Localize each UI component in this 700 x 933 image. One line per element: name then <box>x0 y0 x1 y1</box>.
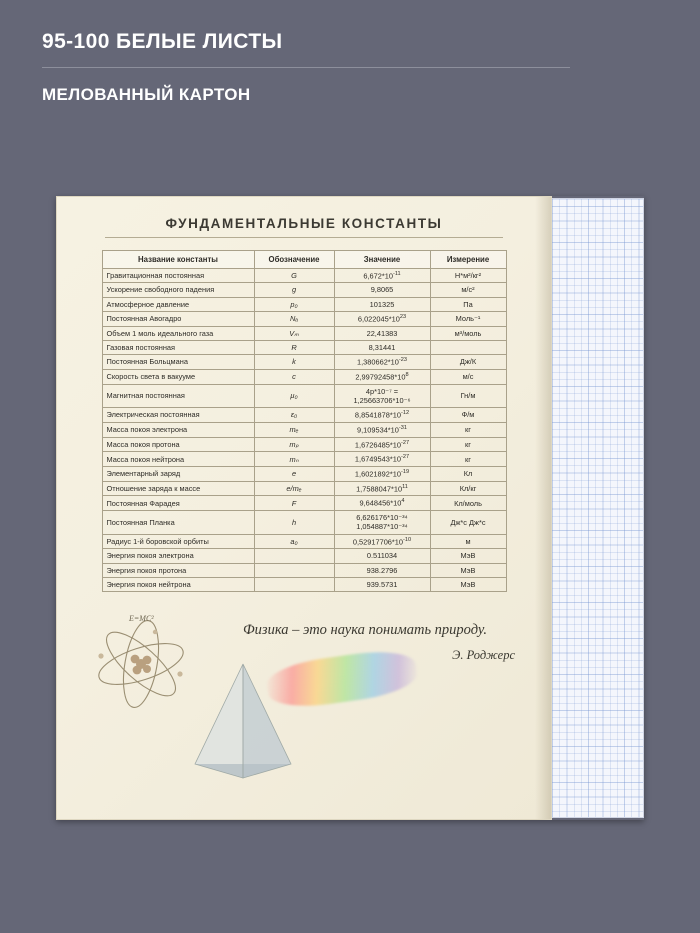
cell-unit: Дж*с Дж*с <box>430 511 506 535</box>
cell-constant-name: Постоянная Фарадея <box>102 496 254 511</box>
cell-constant-name: Газовая постоянная <box>102 340 254 354</box>
cell-constant-name: Масса покоя протона <box>102 437 254 452</box>
cell-value: 938.2796 <box>334 563 430 577</box>
cell-unit: м/с² <box>430 283 506 297</box>
notebook-product-image <box>56 196 644 820</box>
table-row <box>102 452 506 467</box>
cell-symbol: e/mₑ <box>254 481 334 496</box>
cell-symbol: mₑ <box>254 422 334 437</box>
cell-unit: МэВ <box>430 549 506 563</box>
cell-constant-name: Атмосферное давление <box>102 297 254 311</box>
cell-value: 8,31441 <box>334 340 430 354</box>
cell-symbol <box>254 563 334 577</box>
cell-unit: МэВ <box>430 563 506 577</box>
cell-value: 22,41383 <box>334 326 430 340</box>
cell-unit: Н*м²/кг² <box>430 268 506 283</box>
cell-symbol <box>254 549 334 563</box>
table-row <box>102 384 506 408</box>
column-header-unit: Измерение <box>430 251 506 269</box>
cell-value: $6,672*10^{-11}$ <box>334 268 430 283</box>
cell-symbol: Vₘ <box>254 326 334 340</box>
cell-symbol: k <box>254 355 334 370</box>
cell-constant-name: Магнитная постоянная <box>102 384 254 408</box>
cell-unit: Кл/моль <box>430 496 506 511</box>
table-row <box>102 408 506 423</box>
cell-value: $1,6726485*10^{-27}$ <box>334 437 430 452</box>
cell-value: $9,109534*10^{-31}$ <box>334 422 430 437</box>
cell-constant-name: Радиус 1-й боровской орбиты <box>102 534 254 549</box>
cell-unit: кг <box>430 422 506 437</box>
cell-unit: м³/моль <box>430 326 506 340</box>
cell-unit: Ф/м <box>430 408 506 423</box>
cell-symbol: μ₀ <box>254 384 334 408</box>
table-row <box>102 549 506 563</box>
table-row <box>102 511 506 535</box>
cell-constant-name: Постоянная Планка <box>102 511 254 535</box>
promo-headline-primary: 95-100 БЕЛЫЕ ЛИСТЫ <box>42 30 283 53</box>
cell-symbol: p₀ <box>254 297 334 311</box>
cell-constant-name: Масса покоя нейтрона <box>102 452 254 467</box>
cell-constant-name: Электрическая постоянная <box>102 408 254 423</box>
table-row <box>102 311 506 326</box>
table-row <box>102 481 506 496</box>
table-row <box>102 369 506 384</box>
cell-symbol: g <box>254 283 334 297</box>
cell-value: $1,6021892*10^{-19}$ <box>334 466 430 481</box>
cell-symbol: G <box>254 268 334 283</box>
cell-constant-name: Энергия покоя нейтрона <box>102 577 254 591</box>
cell-constant-name: Ускорение свободного падения <box>102 283 254 297</box>
cell-value: $1,7588047*10^{11}$ <box>334 481 430 496</box>
table-row <box>102 534 506 549</box>
table-row <box>102 496 506 511</box>
cell-unit <box>430 340 506 354</box>
cell-constant-name: Постоянная Авогадро <box>102 311 254 326</box>
cell-symbol: R <box>254 340 334 354</box>
cell-unit: кг <box>430 452 506 467</box>
cell-value: $1,6749543*10^{-27}$ <box>334 452 430 467</box>
cell-unit: м <box>430 534 506 549</box>
cell-constant-name: Элементарный заряд <box>102 466 254 481</box>
table-row <box>102 340 506 354</box>
cell-unit: Кл <box>430 466 506 481</box>
cell-value: 4p*10⁻⁷ = 1,25663706*10⁻⁶ <box>334 384 430 408</box>
table-row <box>102 437 506 452</box>
column-header-symbol: Обозначение <box>254 251 334 269</box>
cell-unit: Моль⁻¹ <box>430 311 506 326</box>
cell-unit: кг <box>430 437 506 452</box>
cell-constant-name: Масса покоя электрона <box>102 422 254 437</box>
cell-symbol: a₀ <box>254 534 334 549</box>
table-row <box>102 268 506 283</box>
cell-value: 939.5731 <box>334 577 430 591</box>
cell-value: $9,648456*10^4$ <box>334 496 430 511</box>
cell-value: $6,022045*10^{23}$ <box>334 311 430 326</box>
emc2-label: E=MC² <box>129 614 154 624</box>
promo-header <box>0 0 700 105</box>
cover-illustration-area <box>57 608 551 798</box>
cell-symbol: F <box>254 496 334 511</box>
cell-constant-name: Объем 1 моль идеального газа <box>102 326 254 340</box>
quote-text: Физика – это наука понимать природу. <box>243 622 488 639</box>
cell-constant-name: Энергия покоя протона <box>102 563 254 577</box>
cell-unit: Гн/м <box>430 384 506 408</box>
cell-value: $8,8541878*10^{-12}$ <box>334 408 430 423</box>
notebook-inner-cover-page <box>56 196 552 820</box>
cell-symbol: c <box>254 369 334 384</box>
cell-unit: Кл/кг <box>430 481 506 496</box>
cell-value: $2,99792458*10^8$ <box>334 369 430 384</box>
cell-constant-name: Гравитационная постоянная <box>102 268 254 283</box>
table-row <box>102 466 506 481</box>
promo-headline-secondary: МЕЛОВАННЫЙ КАРТОН <box>42 85 251 104</box>
cell-constant-name: Скорость света в вакууме <box>102 369 254 384</box>
constants-table <box>102 250 507 592</box>
cell-symbol <box>254 577 334 591</box>
cell-unit: МэВ <box>430 577 506 591</box>
cell-symbol: mₚ <box>254 437 334 452</box>
cell-constant-name: Энергия покоя электрона <box>102 549 254 563</box>
cell-value: 101325 <box>334 297 430 311</box>
cell-symbol: Nₐ <box>254 311 334 326</box>
quote-author: Э. Роджерс <box>452 648 515 663</box>
cell-unit: м/с <box>430 369 506 384</box>
table-row <box>102 326 506 340</box>
table-row <box>102 355 506 370</box>
cell-value: 0.511034 <box>334 549 430 563</box>
cell-symbol: mₙ <box>254 452 334 467</box>
table-row <box>102 563 506 577</box>
column-header-value: Значение <box>334 251 430 269</box>
cell-value: 6,626176*10⁻³⁴ 1,054887*10⁻³⁴ <box>334 511 430 535</box>
table-row <box>102 577 506 591</box>
cell-constant-name: Постоянная Больцмана <box>102 355 254 370</box>
table-header-row <box>102 251 506 269</box>
prism-icon <box>185 660 303 780</box>
page-title: ФУНДАМЕНТАЛЬНЫЕ КОНСТАНТЫ <box>165 216 443 231</box>
title-underline <box>105 237 503 238</box>
cell-unit: Дж/К <box>430 355 506 370</box>
cell-symbol: h <box>254 511 334 535</box>
cell-symbol: ε₀ <box>254 408 334 423</box>
cell-value: 9,8065 <box>334 283 430 297</box>
cell-value: $0,52917706*10^{-10}$ <box>334 534 430 549</box>
table-row <box>102 422 506 437</box>
cell-symbol: e <box>254 466 334 481</box>
cell-constant-name: Отношение заряда к массе <box>102 481 254 496</box>
cell-value: $1,380662*10^{-23}$ <box>334 355 430 370</box>
table-row <box>102 297 506 311</box>
column-header-name: Название константы <box>102 251 254 269</box>
table-row <box>102 283 506 297</box>
cell-unit: Па <box>430 297 506 311</box>
